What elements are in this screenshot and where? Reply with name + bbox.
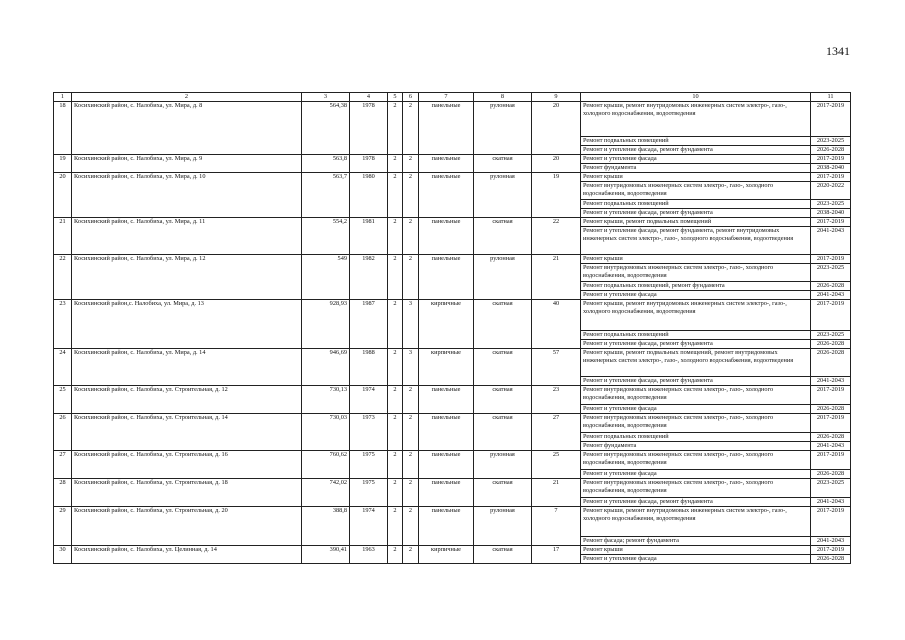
year-cell: 1975 (350, 450, 388, 478)
table-row (54, 545, 851, 554)
col9-cell: 17 (532, 545, 581, 563)
work-period-cell: 2017-2019 (811, 413, 851, 432)
work-description-cell: Ремонт внутридомовых инженерных систем электро-, газо-, холодного водоснабжения, водоотведения (581, 181, 811, 199)
work-description-cell: Ремонт и утепление фасада, ремонт фундамента (581, 145, 811, 154)
col6-cell: 2 (403, 254, 419, 299)
work-description-cell: Ремонт и утепление фасада (581, 290, 811, 299)
year-cell: 1973 (350, 413, 388, 450)
roof-type-cell: рулонная (474, 172, 532, 217)
table-row (54, 299, 851, 330)
col5-cell: 2 (388, 385, 403, 413)
area-cell: 742,02 (302, 478, 350, 506)
work-period-cell: 2017-2019 (811, 101, 851, 136)
column-header-9: 9 (532, 93, 581, 102)
year-cell: 1978 (350, 154, 388, 172)
address-cell: Косихинский район, с. Налобиха, ул. Мира, д. 11 (72, 217, 302, 254)
col6-cell: 2 (403, 154, 419, 172)
column-header-10: 10 (581, 93, 811, 102)
work-description-cell: Ремонт фундамента (581, 163, 811, 172)
work-description-cell: Ремонт крыши, ремонт подвальных помещений, ремонт внутридомовых инженерных систем электро-, газо-, холодного водоснабжения, водоотведения (581, 348, 811, 376)
col9-cell: 21 (532, 478, 581, 506)
col9-cell: 7 (532, 506, 581, 545)
address-cell: Косихинский район, с. Налобиха, ул. Мира, д. 8 (72, 101, 302, 154)
col6-cell: 2 (403, 506, 419, 545)
col6-cell: 2 (403, 172, 419, 217)
wall-material-cell: панельные (419, 478, 474, 506)
work-period-cell: 2026-2028 (811, 469, 851, 478)
col5-cell: 2 (388, 217, 403, 254)
work-description-cell: Ремонт крыши, ремонт внутридомовых инженерных систем электро-, газо-, холодного водоснабжения, водоотведения (581, 101, 811, 136)
wall-material-cell: панельные (419, 506, 474, 545)
area-cell: 760,62 (302, 450, 350, 478)
work-period-cell: 2038-2040 (811, 208, 851, 217)
area-cell: 388,8 (302, 506, 350, 545)
work-period-cell: 2020-2022 (811, 181, 851, 199)
address-cell: Косихинский район, с. Налобиха, ул. Мира, д. 10 (72, 172, 302, 217)
area-cell: 730,03 (302, 413, 350, 450)
table-row (54, 172, 851, 181)
work-description-cell: Ремонт и утепление фасада, ремонт фундамента (581, 339, 811, 348)
work-period-cell: 2041-2043 (811, 497, 851, 506)
col9-cell: 25 (532, 450, 581, 478)
work-description-cell: Ремонт подвальных помещений (581, 136, 811, 145)
work-description-cell: Ремонт фундамента (581, 441, 811, 450)
work-description-cell: Ремонт и утепление фасада (581, 404, 811, 413)
work-description-cell: Ремонт внутридомовых инженерных систем электро-, газо-, холодного водоснабжения, водоотведения (581, 450, 811, 469)
col9-cell: 20 (532, 154, 581, 172)
work-description-cell: Ремонт крыши (581, 254, 811, 263)
work-period-cell: 2041-2043 (811, 376, 851, 385)
work-period-cell: 2026-2028 (811, 404, 851, 413)
col5-cell: 2 (388, 450, 403, 478)
work-description-cell: Ремонт крыши, ремонт внутридомовых инженерных систем электро-, газо-, холодного водоснабжения, водоотведения (581, 506, 811, 536)
work-description-cell: Ремонт крыши, ремонт внутридомовых инженерных систем электро-, газо-, холодного водоснабжения, водоотведения (581, 299, 811, 330)
column-header-6: 6 (403, 93, 419, 102)
work-period-cell: 2023-2025 (811, 330, 851, 339)
roof-type-cell: скатная (474, 348, 532, 385)
area-cell: 928,93 (302, 299, 350, 348)
col5-cell: 2 (388, 506, 403, 545)
col6-cell: 2 (403, 450, 419, 478)
roof-type-cell: скатная (474, 413, 532, 450)
work-period-cell: 2017-2019 (811, 254, 851, 263)
page-number: 1341 (826, 44, 850, 58)
year-cell: 1978 (350, 101, 388, 154)
roof-type-cell: рулонная (474, 506, 532, 545)
address-cell: Косихинский район, с. Налобиха, ул. Мира, д. 12 (72, 254, 302, 299)
row-number: 27 (54, 450, 72, 478)
table-row (54, 254, 851, 263)
row-number: 24 (54, 348, 72, 385)
repair-schedule-table (53, 92, 851, 564)
work-period-cell: 2026-2028 (811, 339, 851, 348)
work-description-cell: Ремонт подвальных помещений, ремонт фундамента (581, 281, 811, 290)
work-description-cell: Ремонт и утепление фасада, ремонт фундамента (581, 497, 811, 506)
work-description-cell: Ремонт подвальных помещений (581, 432, 811, 441)
table-row (54, 478, 851, 497)
wall-material-cell: панельные (419, 254, 474, 299)
roof-type-cell: рулонная (474, 101, 532, 154)
address-cell: Косихинский район, с. Налобиха, ул. Целинная, д. 14 (72, 545, 302, 563)
work-description-cell: Ремонт крыши (581, 545, 811, 554)
col6-cell: 3 (403, 348, 419, 385)
col9-cell: 57 (532, 348, 581, 385)
col9-cell: 21 (532, 254, 581, 299)
roof-type-cell: рулонная (474, 450, 532, 478)
table-row (54, 506, 851, 536)
year-cell: 1963 (350, 545, 388, 563)
table-row (54, 217, 851, 226)
work-period-cell: 2041-2043 (811, 226, 851, 254)
wall-material-cell: панельные (419, 450, 474, 478)
work-description-cell: Ремонт и утепление фасада (581, 554, 811, 563)
area-cell: 946,69 (302, 348, 350, 385)
table-row (54, 101, 851, 136)
col9-cell: 40 (532, 299, 581, 348)
wall-material-cell: панельные (419, 172, 474, 217)
work-period-cell: 2026-2028 (811, 348, 851, 376)
wall-material-cell: панельные (419, 154, 474, 172)
area-cell: 564,38 (302, 101, 350, 154)
work-period-cell: 2017-2019 (811, 217, 851, 226)
year-cell: 1974 (350, 385, 388, 413)
row-number: 21 (54, 217, 72, 254)
column-header-5: 5 (388, 93, 403, 102)
col6-cell: 2 (403, 545, 419, 563)
work-period-cell: 2041-2043 (811, 536, 851, 545)
wall-material-cell: панельные (419, 385, 474, 413)
address-cell: Косихинский район, с. Налобиха, ул. Строительная, д. 12 (72, 385, 302, 413)
work-description-cell: Ремонт крыши, ремонт подвальных помещений (581, 217, 811, 226)
year-cell: 1988 (350, 348, 388, 385)
column-header-2: 2 (72, 93, 302, 102)
work-period-cell: 2017-2019 (811, 154, 851, 163)
table-row (54, 385, 851, 404)
year-cell: 1987 (350, 299, 388, 348)
roof-type-cell: скатная (474, 478, 532, 506)
area-cell: 390,41 (302, 545, 350, 563)
roof-type-cell: скатная (474, 217, 532, 254)
work-period-cell: 2017-2019 (811, 450, 851, 469)
work-period-cell: 2026-2028 (811, 281, 851, 290)
work-period-cell: 2023-2025 (811, 199, 851, 208)
work-period-cell: 2017-2019 (811, 506, 851, 536)
col5-cell: 2 (388, 545, 403, 563)
work-period-cell: 2023-2025 (811, 136, 851, 145)
work-period-cell: 2038-2040 (811, 163, 851, 172)
row-number: 20 (54, 172, 72, 217)
address-cell: Косихинский район, с. Налобиха, ул. Строительная, д. 16 (72, 450, 302, 478)
work-period-cell: 2023-2025 (811, 263, 851, 281)
work-description-cell: Ремонт и утепление фасада, ремонт фундамента, ремонт внутридомовых инженерных систем электро-, газо-, холодного водоснабжения, водоотведения (581, 226, 811, 254)
work-period-cell: 2026-2028 (811, 145, 851, 154)
row-number: 26 (54, 413, 72, 450)
col5-cell: 2 (388, 413, 403, 450)
table-row (54, 348, 851, 376)
address-cell: Косихинский район, с. Налобиха, ул. Мира, д. 14 (72, 348, 302, 385)
col5-cell: 2 (388, 478, 403, 506)
work-period-cell: 2041-2043 (811, 290, 851, 299)
address-cell: Косихинский район,с. Налобиха, ул. Мира, д. 13 (72, 299, 302, 348)
work-period-cell: 2017-2019 (811, 545, 851, 554)
work-period-cell: 2017-2019 (811, 172, 851, 181)
column-header-8: 8 (474, 93, 532, 102)
area-cell: 549 (302, 254, 350, 299)
address-cell: Косихинский район, с. Налобиха, ул. Мира, д. 9 (72, 154, 302, 172)
wall-material-cell: кирпичные (419, 299, 474, 348)
work-description-cell: Ремонт подвальных помещений (581, 199, 811, 208)
work-description-cell: Ремонт и утепление фасада, ремонт фундамента (581, 208, 811, 217)
col9-cell: 20 (532, 101, 581, 154)
area-cell: 730,13 (302, 385, 350, 413)
col6-cell: 3 (403, 299, 419, 348)
col9-cell: 23 (532, 385, 581, 413)
col9-cell: 22 (532, 217, 581, 254)
area-cell: 554,2 (302, 217, 350, 254)
roof-type-cell: скатная (474, 154, 532, 172)
work-period-cell: 2023-2025 (811, 478, 851, 497)
roof-type-cell: скатная (474, 385, 532, 413)
address-cell: Косихинский район, с. Налобиха, ул. Строительная, д. 20 (72, 506, 302, 545)
col6-cell: 2 (403, 217, 419, 254)
col9-cell: 27 (532, 413, 581, 450)
row-number: 25 (54, 385, 72, 413)
col9-cell: 19 (532, 172, 581, 217)
row-number: 23 (54, 299, 72, 348)
table-row (54, 450, 851, 469)
wall-material-cell: панельные (419, 413, 474, 450)
work-description-cell: Ремонт внутридомовых инженерных систем электро-, газо-, холодного водоснабжения, водоотведения (581, 478, 811, 497)
work-description-cell: Ремонт крыши (581, 172, 811, 181)
row-number: 30 (54, 545, 72, 563)
wall-material-cell: панельные (419, 217, 474, 254)
area-cell: 563,7 (302, 172, 350, 217)
column-header-11: 11 (811, 93, 851, 102)
column-header-3: 3 (302, 93, 350, 102)
col5-cell: 2 (388, 154, 403, 172)
work-description-cell: Ремонт фасада; ремонт фундамента (581, 536, 811, 545)
col6-cell: 2 (403, 413, 419, 450)
work-description-cell: Ремонт внутридомовых инженерных систем электро-, газо-, холодного водоснабжения, водоотведения (581, 413, 811, 432)
year-cell: 1981 (350, 217, 388, 254)
work-description-cell: Ремонт и утепление фасада (581, 469, 811, 478)
row-number: 29 (54, 506, 72, 545)
col6-cell: 2 (403, 101, 419, 154)
row-number: 28 (54, 478, 72, 506)
work-period-cell: 2017-2019 (811, 385, 851, 404)
col5-cell: 2 (388, 299, 403, 348)
wall-material-cell: кирпичные (419, 348, 474, 385)
year-cell: 1975 (350, 478, 388, 506)
year-cell: 1982 (350, 254, 388, 299)
area-cell: 563,8 (302, 154, 350, 172)
address-cell: Косихинский район, с. Налобиха, ул. Строительная, д. 18 (72, 478, 302, 506)
col6-cell: 2 (403, 478, 419, 506)
year-cell: 1974 (350, 506, 388, 545)
row-number: 18 (54, 101, 72, 154)
column-header-7: 7 (419, 93, 474, 102)
wall-material-cell: панельные (419, 101, 474, 154)
col5-cell: 2 (388, 348, 403, 385)
work-description-cell: Ремонт внутридомовых инженерных систем электро-, газо-, холодного водоснабжения, водоотведения (581, 263, 811, 281)
header-row (54, 93, 851, 102)
year-cell: 1980 (350, 172, 388, 217)
table-row (54, 154, 851, 163)
col6-cell: 2 (403, 385, 419, 413)
work-description-cell: Ремонт и утепление фасада, ремонт фундамента (581, 376, 811, 385)
work-description-cell: Ремонт внутридомовых инженерных систем электро-, газо-, холодного водоснабжения, водоотведения (581, 385, 811, 404)
address-cell: Косихинский район, с. Налобиха, ул. Строительная, д. 14 (72, 413, 302, 450)
wall-material-cell: кирпичные (419, 545, 474, 563)
work-period-cell: 2026-2028 (811, 432, 851, 441)
col5-cell: 2 (388, 172, 403, 217)
column-header-1: 1 (54, 93, 72, 102)
row-number: 19 (54, 154, 72, 172)
row-number: 22 (54, 254, 72, 299)
work-description-cell: Ремонт и утепление фасада (581, 154, 811, 163)
work-period-cell: 2026-2028 (811, 554, 851, 563)
work-period-cell: 2017-2019 (811, 299, 851, 330)
col5-cell: 2 (388, 101, 403, 154)
work-description-cell: Ремонт подвальных помещений (581, 330, 811, 339)
work-period-cell: 2041-2043 (811, 441, 851, 450)
col5-cell: 2 (388, 254, 403, 299)
roof-type-cell: скатная (474, 545, 532, 563)
roof-type-cell: скатная (474, 299, 532, 348)
table-row (54, 413, 851, 432)
column-header-4: 4 (350, 93, 388, 102)
roof-type-cell: рулонная (474, 254, 532, 299)
